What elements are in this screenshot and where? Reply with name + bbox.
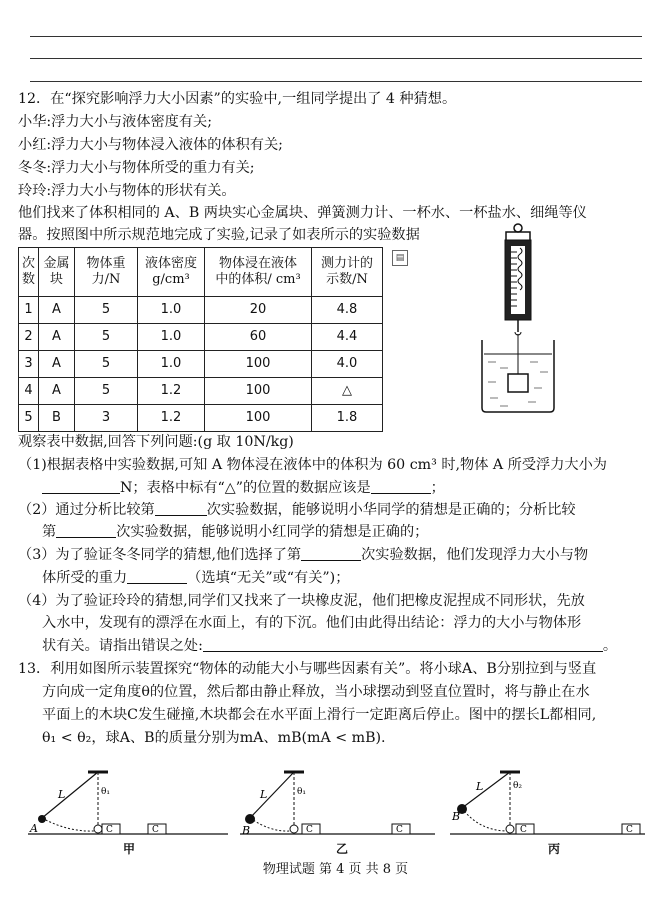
cell: 5 xyxy=(75,378,138,405)
answer-blank[interactable] xyxy=(127,569,187,584)
cell: 1.0 xyxy=(138,324,205,351)
q13-line-3: 平面上的木块C发生碰撞,木块都会在水平面上滑行一定距离后停止。图中的摆长L都相同, xyxy=(42,707,597,723)
q12-part2-line2: 第 次实验数据，能够说明小红同学的猜想是正确的； xyxy=(42,524,429,540)
answer-line-3 xyxy=(30,81,642,82)
header-cell: 测力计的 示数/N xyxy=(312,248,383,297)
figure-caption-yi: 乙 xyxy=(336,842,349,856)
header-cell: 物体浸在液体 中的体积/ cm³ xyxy=(205,248,312,297)
pendulum-figure-bing xyxy=(450,760,650,840)
header-cell: 次 数 xyxy=(19,248,39,297)
q12-title: 12．在“探究影响浮力大小因素”的实验中,一组同学提出了 4 种猜想。 xyxy=(18,91,457,107)
cell: A xyxy=(39,297,75,324)
block-label: C xyxy=(152,825,159,835)
cell: 1.2 xyxy=(138,405,205,432)
page-footer: 物理试题 第 4 页 共 8 页 xyxy=(262,862,409,877)
q12-part3-line1: （3）为了验证冬冬同学的猜想,他们选择了第 次实验数据，他们发现浮力大小与物 xyxy=(18,547,589,563)
cell: 1.0 xyxy=(138,351,205,378)
answer-blank[interactable] xyxy=(42,479,120,494)
cell: 100 xyxy=(205,351,312,378)
q12-part4-line3: 状有关。请指出错误之处: 。 xyxy=(42,638,618,654)
image-placeholder-icon: ▤ xyxy=(392,250,408,266)
block-label: C xyxy=(306,825,313,835)
block-label: C xyxy=(520,825,527,835)
cell: △ xyxy=(312,378,383,405)
length-label: L xyxy=(58,788,66,801)
header-cell: 金属 块 xyxy=(39,248,75,297)
cell: 5 xyxy=(75,324,138,351)
q12-observe: 观察表中数据,回答下列问题:(g 取 10N/kg) xyxy=(18,434,294,450)
cell: A xyxy=(39,324,75,351)
cell: B xyxy=(39,405,75,432)
pendulum-figure-jia xyxy=(28,760,228,840)
cell: 20 xyxy=(205,297,312,324)
block-label: C xyxy=(626,825,633,835)
q12-part1-line1: （1)根据表格中实验数据,可知 A 物体浸在液体中的体积为 60 cm³ 时,物体 A 所受浮力大小为 xyxy=(18,457,607,473)
cell: 2 xyxy=(19,324,39,351)
spring-scale-figure xyxy=(478,222,556,414)
cell: 100 xyxy=(205,405,312,432)
angle-label: θ₁ xyxy=(101,787,111,797)
figure-caption-bing: 丙 xyxy=(548,842,561,856)
data-table xyxy=(18,247,383,432)
answer-blank[interactable] xyxy=(301,546,361,561)
answer-line-2 xyxy=(30,58,642,59)
cell: 1.2 xyxy=(138,378,205,405)
cell: 1 xyxy=(19,297,39,324)
length-label: L xyxy=(476,780,484,793)
table-row xyxy=(19,378,383,405)
q12-part1-line2: N；表格中标有“△”的位置的数据应该是 ； xyxy=(42,478,445,498)
cell: 60 xyxy=(205,324,312,351)
cell: 4 xyxy=(19,378,39,405)
q13-line-2: 方向成一定角度θ的位置，然后都由静止释放，当小球摆动到竖直位置时，将与静止在水 xyxy=(42,684,590,700)
cell: 5 xyxy=(19,405,39,432)
cell: 5 xyxy=(75,351,138,378)
cell: 4.8 xyxy=(312,297,383,324)
cell: 3 xyxy=(19,351,39,378)
q12-part3-line2: 体所受的重力 （选填“无关”或“有关”)； xyxy=(42,570,350,586)
answer-blank[interactable] xyxy=(56,523,116,538)
q12-part4-line2: 入水中，发现有的漂浮在水面上，有的下沉。他们由此得出结论：浮力的大小与物体形 xyxy=(42,615,582,631)
q13-line-4: θ₁ < θ₂，球A、B的质量分别为mA、mB(mA < mB). xyxy=(42,730,386,746)
cell: 5 xyxy=(75,297,138,324)
answer-blank[interactable] xyxy=(203,637,603,652)
answer-blank[interactable] xyxy=(155,501,207,516)
ball-label: A xyxy=(30,822,38,835)
q12-guess-1: 小华:浮力大小与液体密度有关; xyxy=(18,114,212,130)
q12-intro-2: 器。按照图中所示规范地完成了实验,记录了如表所示的实验数据 xyxy=(18,227,420,243)
q12-part2-line1: （2）通过分析比较第 次实验数据，能够说明小华同学的猜想是正确的；分析比较 xyxy=(18,502,576,518)
length-label: L xyxy=(260,788,268,801)
table-row xyxy=(19,405,383,432)
q13-line-1: 13．利用如图所示装置探究“物体的动能大小与哪些因素有关”。将小球A、B分别拉到与竖直 xyxy=(18,661,597,677)
q12-guess-4: 玲玲:浮力大小与物体的形状有关。 xyxy=(18,183,236,199)
cell: A xyxy=(39,378,75,405)
q12-intro-1: 他们找来了体积相同的 A、B 两块实心金属块、弹簧测力计、一杯水、一杯盐水、细绳等仪 xyxy=(18,205,587,221)
cell: 4.0 xyxy=(312,351,383,378)
angle-label: θ₁ xyxy=(297,787,307,797)
ball-label: B xyxy=(452,810,461,823)
cell: 1.8 xyxy=(312,405,383,432)
cell: A xyxy=(39,351,75,378)
header-cell: 物体重 力/N xyxy=(75,248,138,297)
table-row xyxy=(19,324,383,351)
ball-label: B xyxy=(242,824,251,837)
answer-line-1 xyxy=(30,36,642,37)
cell: 1.0 xyxy=(138,297,205,324)
table-row xyxy=(19,351,383,378)
block-label: C xyxy=(396,825,403,835)
header-cell: 液体密度 g/cm³ xyxy=(138,248,205,297)
angle-label: θ₂ xyxy=(513,781,523,791)
cell: 4.4 xyxy=(312,324,383,351)
table-row xyxy=(19,297,383,324)
table-header-row xyxy=(19,248,383,297)
q12-guess-2: 小红:浮力大小与物体浸入液体的体积有关; xyxy=(18,137,283,153)
figure-caption-jia: 甲 xyxy=(123,842,136,856)
block-label: C xyxy=(106,825,113,835)
pendulum-figure-yi xyxy=(240,760,440,840)
q12-part4-line1: （4）为了验证玲玲的猜想,同学们又找来了一块橡皮泥，他们把橡皮泥捏成不同形状，先放 xyxy=(18,593,585,609)
answer-blank[interactable] xyxy=(371,479,431,494)
q12-guess-3: 冬冬:浮力大小与物体所受的重力有关; xyxy=(18,160,255,176)
cell: 100 xyxy=(205,378,312,405)
cell: 3 xyxy=(75,405,138,432)
